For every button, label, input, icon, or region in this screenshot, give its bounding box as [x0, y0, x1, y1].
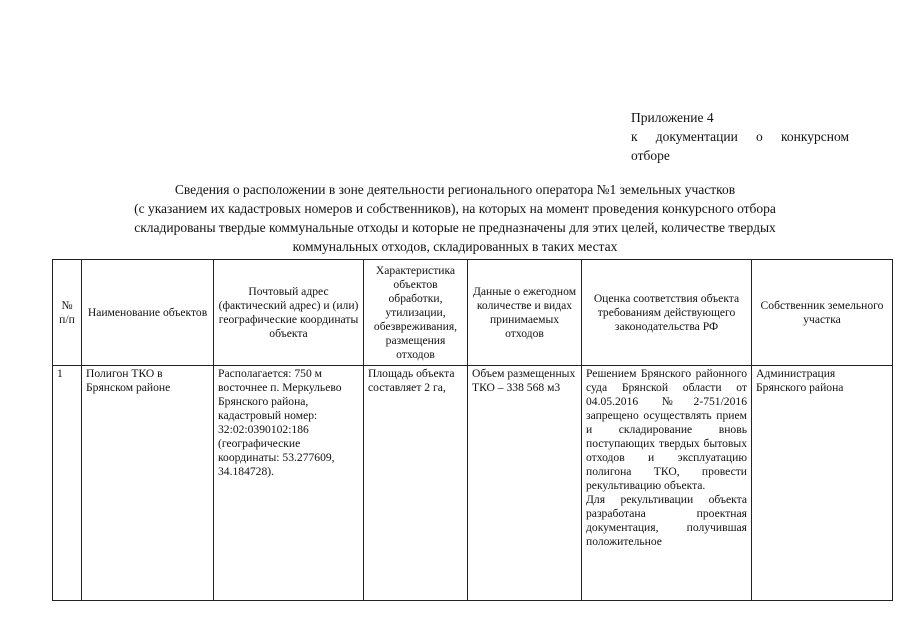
heading-line-3: складированы твердые коммунальные отходы и которые не предназначены для этих целей, количестве твердых: [134, 220, 776, 235]
cell-owner: Администрация Брянского района: [752, 366, 893, 601]
appendix-line-2: к документации о конкурсном: [631, 129, 849, 144]
cell-name: Полигон ТКО в Брянском районе: [82, 366, 214, 601]
appendix-note: [631, 108, 849, 165]
header-address: Почтовый адрес (фактический адрес) и (или) географические координаты объекта: [214, 260, 364, 366]
cell-characteristics: Площадь объекта составляет 2 га,: [364, 366, 468, 601]
header-number: № п/п: [53, 260, 82, 366]
heading-line-1: Сведения о расположении в зоне деятельности регионального оператора №1 земельных участков: [174, 182, 736, 197]
landfill-table: [52, 259, 893, 601]
appendix-title: Приложение 4: [631, 110, 714, 125]
appendix-line-3: отборе: [631, 148, 670, 163]
cell-number: 1: [53, 366, 82, 601]
heading-line-4: коммунальных отходов, складированных в таких местах: [292, 239, 618, 254]
header-assessment: Оценка соответствия объекта требованиям действующего законодательства РФ: [582, 260, 752, 366]
cell-address: Располагается: 750 м восточнее п. Меркульево Брянского района, кадастровый номер: 32:02:0390102:186 (географические координаты: 53.277609, 34.184728).: [214, 366, 364, 601]
heading-line-2: (с указанием их кадастровых номеров и собственников), на которых на момент проведения конкурсного отбора: [134, 201, 776, 216]
header-name: Наименование объектов: [82, 260, 214, 366]
assessment-paragraph-1: Решением Брянского районного суда Брянской области от 04.05.2016 №2-751/2016 запрещено осуществлять прием и складирование вновь поступающих твердых бытовых отходов и эксплуатацию полигона ТКО, провести рекультивацию объекта.: [586, 367, 747, 492]
table-header-row: [53, 260, 893, 366]
document-heading: [60, 180, 850, 256]
cell-waste-data: Объем размещенных ТКО – 338 568 м3: [468, 366, 582, 601]
header-characteristics: Характеристика объектов обработки, утилизации, обезвреживания, размещения отходов: [364, 260, 468, 366]
table-row: [53, 366, 893, 601]
header-waste-data: Данные о ежегодном количестве и видах принимаемых отходов: [468, 260, 582, 366]
assessment-paragraph-2: Для рекультивации объекта разработана проектная документация, получившая положительное: [586, 493, 747, 548]
cell-assessment: [582, 366, 752, 601]
header-owner: Собственник земельного участка: [752, 260, 893, 366]
